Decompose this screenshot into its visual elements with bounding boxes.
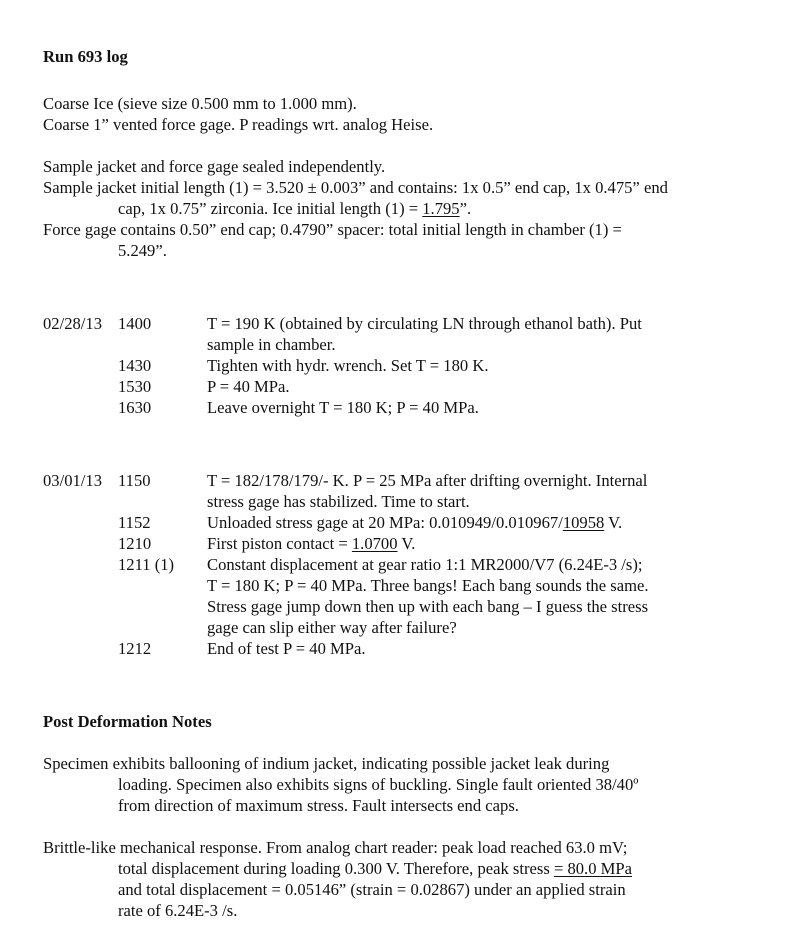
post-deformation-heading: Post Deformation Notes	[43, 712, 212, 731]
log-note: T = 180 K; P = 40 MPa. Three bangs! Each bang sounds the same.	[207, 576, 649, 595]
log-time: 1430	[118, 356, 152, 375]
intro-line-2: Coarse 1” vented force gage. P readings wrt. analog Heise.	[43, 115, 434, 134]
piston-contact-value: 1.0700	[351, 534, 398, 553]
jacket-line-2: cap, 1x 0.75” zirconia. Ice initial length (1) = 1.795”.	[118, 199, 472, 218]
log-entry-continued	[43, 596, 788, 617]
log-time: 1211 (1)	[118, 555, 175, 574]
log-entry	[43, 376, 788, 397]
log-entry	[43, 313, 788, 334]
log-note: Leave overnight T = 180 K; P = 40 MPa.	[207, 398, 479, 417]
peak-stress-value: = 80.0 MPa	[553, 859, 632, 878]
ice-length-value: 1.795	[422, 199, 460, 218]
stress-gage-value: 10958	[562, 513, 605, 532]
log-note: sample in chamber.	[207, 335, 336, 354]
log-date: 03/01/13	[43, 471, 103, 490]
log-time: 1150	[118, 471, 151, 490]
jacket-line-1: Sample jacket initial length (1) = 3.520 ± 0.003” and contains: 1x 0.5” end cap, 1x 0.475” end	[43, 178, 668, 197]
log-entry	[43, 512, 788, 533]
post-p1-line-1: Specimen exhibits ballooning of indium jacket, indicating possible jacket leak during	[43, 754, 610, 773]
log-time: 1400	[118, 314, 152, 333]
log-date: 02/28/13	[43, 314, 103, 333]
post-p2-line-2: total displacement during loading 0.300 V. Therefore, peak stress = 80.0 MPa	[118, 859, 632, 878]
post-p2-line-4: rate of 6.24E-3 /s.	[118, 901, 238, 920]
log-day-2	[43, 470, 788, 659]
log-entry	[43, 397, 788, 418]
post-p1-line-2: loading. Specimen also exhibits signs of buckling. Single fault oriented 38/40º	[118, 775, 639, 794]
log-time: 1210	[118, 534, 152, 553]
log-note: T = 182/178/179/- K. P = 25 MPa after drifting overnight. Internal	[207, 471, 648, 490]
log-entry	[43, 355, 788, 376]
document-page	[43, 46, 788, 921]
post-p2-line-3: and total displacement = 0.05146” (strain = 0.02867) under an applied strain	[118, 880, 626, 899]
post-p1-line-3: from direction of maximum stress. Fault intersects end caps.	[118, 796, 519, 815]
log-note: End of test P = 40 MPa.	[207, 639, 366, 658]
log-note: gage can slip either way after failure?	[207, 618, 457, 637]
log-day-1	[43, 313, 788, 418]
log-note: stress gage has stabilized. Time to start.	[207, 492, 470, 511]
log-note: T = 190 K (obtained by circulating LN through ethanol bath). Put	[207, 314, 642, 333]
log-note: Unloaded stress gage at 20 MPa: 0.010949/0.010967/10958 V.	[207, 513, 623, 532]
post-p2-line-1: Brittle-like mechanical response. From analog chart reader: peak load reached 63.0 mV;	[43, 838, 628, 857]
log-time: 1630	[118, 398, 152, 417]
log-note: First piston contact = 1.0700 V.	[207, 534, 416, 553]
log-note: Tighten with hydr. wrench. Set T = 180 K.	[207, 356, 489, 375]
document-title: Run 693 log	[43, 47, 128, 66]
force-gage-line-1: Force gage contains 0.50” end cap; 0.4790” spacer: total initial length in chamber (1) =	[43, 220, 622, 239]
log-note: P = 40 MPa.	[207, 377, 290, 396]
force-gage-line-2: 5.249”.	[118, 241, 167, 260]
setup-line-1: Sample jacket and force gage sealed independently.	[43, 157, 386, 176]
log-entry	[43, 638, 788, 659]
log-note: Constant displacement at gear ratio 1:1 MR2000/V7 (6.24E-3 /s);	[207, 555, 643, 574]
log-time: 1530	[118, 377, 152, 396]
log-entry-continued	[43, 491, 788, 512]
log-entry	[43, 533, 788, 554]
log-entry-continued	[43, 575, 788, 596]
log-time: 1212	[118, 639, 152, 658]
log-entry	[43, 554, 788, 575]
log-time: 1152	[118, 513, 151, 532]
log-entry	[43, 470, 788, 491]
log-entry-continued	[43, 617, 788, 638]
log-entry-continued	[43, 334, 788, 355]
intro-line-1: Coarse Ice (sieve size 0.500 mm to 1.000 mm).	[43, 94, 357, 113]
log-note: Stress gage jump down then up with each bang – I guess the stress	[207, 597, 649, 616]
